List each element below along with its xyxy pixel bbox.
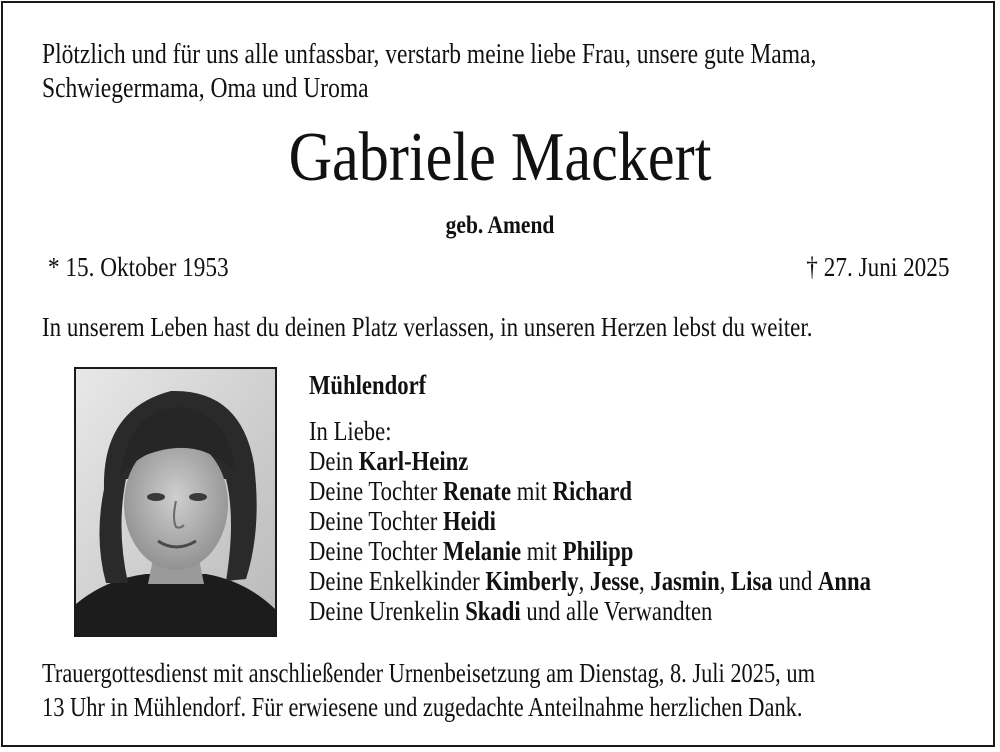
mourner-relation: Deine Urenkelin [309, 596, 466, 626]
mourners-greeting: In Liebe: [309, 416, 392, 446]
mourner-row [309, 596, 871, 626]
mourner-relation: Deine Enkelkinder [309, 566, 486, 596]
intro-text [42, 38, 817, 106]
closing-text [42, 656, 815, 724]
birth-name: geb. Amend [445, 212, 555, 239]
mourner-relation: Deine Tochter [309, 506, 444, 536]
intro-line-2: Schwiegermama, Oma und Uroma [42, 73, 369, 104]
portrait-photo [74, 367, 277, 637]
mourner-name: Richard [552, 476, 633, 506]
mourner-rows [309, 446, 871, 626]
memorial-quote: In unserem Leben hast du deinen Platz verlassen, in unseren Herzen lebst du weiter. [42, 312, 813, 342]
closing-line-1: Trauergottesdienst mit anschließender Urnenbeisetzung am Dienstag, 8. Juli 2025, um [42, 658, 816, 688]
mourner-relation: Deine Tochter [309, 476, 444, 506]
mourner-row [309, 506, 871, 536]
mourner-relation: Dein [309, 446, 359, 476]
birth-date: * 15. Oktober 1953 [48, 252, 229, 282]
place-name: Mühlendorf [309, 370, 427, 400]
intro-line-1: Plötzlich und für uns alle unfassbar, verstarb meine liebe Frau, unsere gute Mama, [42, 39, 817, 70]
mourner-row [309, 476, 871, 506]
mourner-relation: mit [511, 476, 553, 506]
mourner-relation: , [578, 566, 590, 596]
mourner-name: Jasmin [650, 566, 720, 596]
mourner-name: Philipp [562, 536, 634, 566]
deceased-name: Gabriele Mackert [288, 119, 712, 196]
mourner-name: Lisa [731, 566, 773, 596]
mourner-relation: Deine Tochter [309, 536, 444, 566]
mourner-name: Anna [818, 566, 871, 596]
mourner-relation: , [639, 566, 651, 596]
mourner-name: Jesse [589, 566, 640, 596]
mourner-name: Skadi [465, 596, 521, 626]
mourner-relation: mit [521, 536, 563, 566]
mourner-relation: und [772, 566, 819, 596]
portrait-icon [76, 369, 275, 635]
mourner-name: Heidi [443, 506, 496, 536]
mourner-name: Renate [443, 476, 512, 506]
mourner-row [309, 566, 871, 596]
closing-line-2: 13 Uhr in Mühlendorf. Für erwiesene und zugedachte Anteilnahme herzlichen Dank. [42, 692, 803, 722]
death-date: † 27. Juni 2025 [806, 252, 950, 282]
mourner-row [309, 536, 871, 566]
mourner-row [309, 446, 871, 476]
mourner-name: Melanie [443, 536, 522, 566]
mourner-name: Kimberly [485, 566, 579, 596]
mourner-relation: und alle Verwandten [520, 596, 713, 626]
mourner-name: Karl-Heinz [358, 446, 469, 476]
mourner-relation: , [719, 566, 732, 596]
mourners-list [309, 370, 871, 626]
